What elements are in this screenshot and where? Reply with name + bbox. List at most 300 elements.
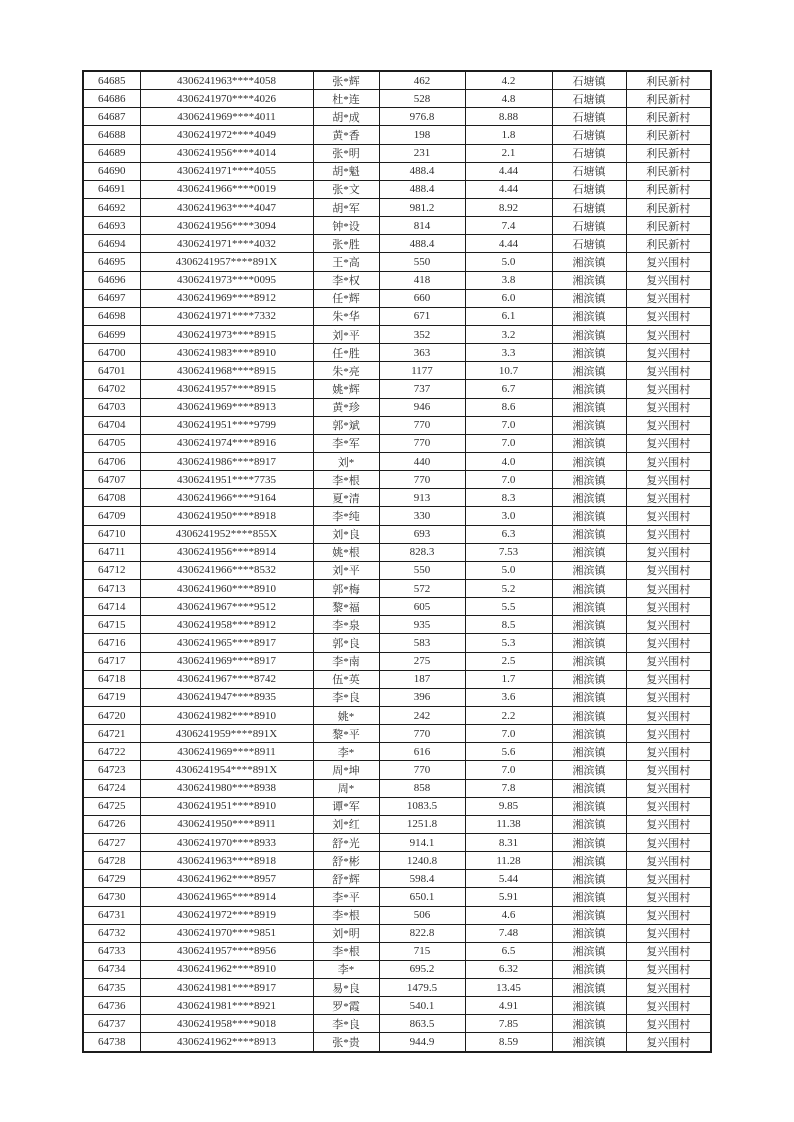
cell-masked-id-number: 4306241969****4011	[140, 108, 313, 126]
cell-serial-number: 64728	[83, 852, 140, 870]
cell-name: 任*胜	[313, 344, 379, 362]
table-row	[83, 598, 711, 616]
cell-town: 湘滨镇	[552, 706, 626, 724]
cell-serial-number: 64719	[83, 688, 140, 706]
cell-town: 湘滨镇	[552, 942, 626, 960]
cell-town: 湘滨镇	[552, 616, 626, 634]
table-row	[83, 670, 711, 688]
cell-secondary-amount: 6.0	[465, 289, 552, 307]
cell-town: 湘滨镇	[552, 289, 626, 307]
cell-masked-id-number: 4306241971****7332	[140, 307, 313, 325]
table-row	[83, 362, 711, 380]
cell-town: 湘滨镇	[552, 489, 626, 507]
cell-serial-number: 64702	[83, 380, 140, 398]
cell-town: 湘滨镇	[552, 997, 626, 1015]
cell-amount: 275	[379, 652, 465, 670]
cell-town: 湘滨镇	[552, 670, 626, 688]
cell-serial-number: 64704	[83, 416, 140, 434]
cell-name: 郭*斌	[313, 416, 379, 434]
cell-village: 利民新村	[626, 162, 711, 180]
table-row	[83, 616, 711, 634]
cell-town: 石塘镇	[552, 199, 626, 217]
table-row	[83, 344, 711, 362]
cell-masked-id-number: 4306241951****9799	[140, 416, 313, 434]
cell-serial-number: 64732	[83, 924, 140, 942]
cell-masked-id-number: 4306241956****4014	[140, 144, 313, 162]
table-row	[83, 380, 711, 398]
table-row	[83, 144, 711, 162]
cell-amount: 488.4	[379, 180, 465, 198]
cell-masked-id-number: 4306241973****0095	[140, 271, 313, 289]
cell-masked-id-number: 4306241969****8917	[140, 652, 313, 670]
cell-serial-number: 64689	[83, 144, 140, 162]
cell-serial-number: 64710	[83, 525, 140, 543]
cell-town: 湘滨镇	[552, 398, 626, 416]
cell-secondary-amount: 6.5	[465, 942, 552, 960]
cell-serial-number: 64721	[83, 725, 140, 743]
cell-serial-number: 64693	[83, 217, 140, 235]
cell-village: 复兴围村	[626, 888, 711, 906]
cell-town: 石塘镇	[552, 180, 626, 198]
cell-amount: 1240.8	[379, 852, 465, 870]
cell-village: 利民新村	[626, 144, 711, 162]
cell-serial-number: 64734	[83, 960, 140, 978]
cell-amount: 616	[379, 743, 465, 761]
table-row	[83, 815, 711, 833]
cell-name: 李*泉	[313, 616, 379, 634]
cell-town: 湘滨镇	[552, 471, 626, 489]
table-row	[83, 507, 711, 525]
cell-amount: 715	[379, 942, 465, 960]
cell-secondary-amount: 6.7	[465, 380, 552, 398]
cell-secondary-amount: 2.5	[465, 652, 552, 670]
table-row	[83, 398, 711, 416]
cell-village: 利民新村	[626, 180, 711, 198]
cell-name: 李*根	[313, 471, 379, 489]
cell-masked-id-number: 4306241959****891X	[140, 725, 313, 743]
cell-serial-number: 64706	[83, 452, 140, 470]
cell-masked-id-number: 4306241963****4058	[140, 71, 313, 90]
cell-amount: 693	[379, 525, 465, 543]
cell-amount: 506	[379, 906, 465, 924]
cell-secondary-amount: 8.59	[465, 1033, 552, 1052]
cell-amount: 550	[379, 561, 465, 579]
cell-town: 石塘镇	[552, 144, 626, 162]
cell-secondary-amount: 8.31	[465, 833, 552, 851]
cell-masked-id-number: 4306241965****8914	[140, 888, 313, 906]
cell-secondary-amount: 7.0	[465, 471, 552, 489]
table-row	[83, 561, 711, 579]
cell-amount: 1083.5	[379, 797, 465, 815]
table-row	[83, 543, 711, 561]
cell-village: 复兴围村	[626, 598, 711, 616]
cell-serial-number: 64714	[83, 598, 140, 616]
cell-serial-number: 64733	[83, 942, 140, 960]
cell-secondary-amount: 11.38	[465, 815, 552, 833]
cell-secondary-amount: 5.0	[465, 561, 552, 579]
cell-secondary-amount: 6.32	[465, 960, 552, 978]
cell-masked-id-number: 4306241958****8912	[140, 616, 313, 634]
cell-masked-id-number: 4306241971****4032	[140, 235, 313, 253]
cell-village: 复兴围村	[626, 616, 711, 634]
cell-name: 伍*英	[313, 670, 379, 688]
cell-secondary-amount: 5.2	[465, 579, 552, 597]
cell-town: 湘滨镇	[552, 924, 626, 942]
cell-masked-id-number: 4306241966****9164	[140, 489, 313, 507]
cell-serial-number: 64686	[83, 90, 140, 108]
cell-secondary-amount: 13.45	[465, 979, 552, 997]
table-row	[83, 1033, 711, 1052]
cell-name: 姚*	[313, 706, 379, 724]
cell-village: 复兴围村	[626, 380, 711, 398]
cell-masked-id-number: 4306241972****4049	[140, 126, 313, 144]
cell-secondary-amount: 3.8	[465, 271, 552, 289]
cell-masked-id-number: 4306241966****0019	[140, 180, 313, 198]
cell-serial-number: 64701	[83, 362, 140, 380]
cell-amount: 828.3	[379, 543, 465, 561]
cell-town: 湘滨镇	[552, 779, 626, 797]
cell-amount: 1251.8	[379, 815, 465, 833]
cell-serial-number: 64694	[83, 235, 140, 253]
cell-secondary-amount: 6.3	[465, 525, 552, 543]
cell-name: 朱*亮	[313, 362, 379, 380]
cell-serial-number: 64720	[83, 706, 140, 724]
data-table-body	[83, 71, 711, 1052]
cell-secondary-amount: 7.0	[465, 416, 552, 434]
cell-name: 黎*福	[313, 598, 379, 616]
cell-masked-id-number: 4306241970****4026	[140, 90, 313, 108]
cell-secondary-amount: 7.0	[465, 725, 552, 743]
cell-village: 复兴围村	[626, 779, 711, 797]
cell-town: 湘滨镇	[552, 1033, 626, 1052]
cell-amount: 231	[379, 144, 465, 162]
cell-masked-id-number: 4306241981****8917	[140, 979, 313, 997]
cell-town: 石塘镇	[552, 162, 626, 180]
cell-amount: 976.8	[379, 108, 465, 126]
cell-village: 利民新村	[626, 126, 711, 144]
cell-masked-id-number: 4306241954****891X	[140, 761, 313, 779]
cell-masked-id-number: 4306241980****8938	[140, 779, 313, 797]
cell-town: 湘滨镇	[552, 307, 626, 325]
cell-serial-number: 64730	[83, 888, 140, 906]
cell-name: 黄*珍	[313, 398, 379, 416]
cell-name: 张*贵	[313, 1033, 379, 1052]
cell-village: 复兴围村	[626, 652, 711, 670]
cell-name: 李*军	[313, 434, 379, 452]
cell-village: 复兴围村	[626, 362, 711, 380]
cell-secondary-amount: 5.44	[465, 870, 552, 888]
cell-name: 胡*成	[313, 108, 379, 126]
cell-name: 朱*华	[313, 307, 379, 325]
cell-village: 复兴围村	[626, 725, 711, 743]
cell-village: 复兴围村	[626, 706, 711, 724]
cell-serial-number: 64708	[83, 489, 140, 507]
cell-masked-id-number: 4306241965****8917	[140, 634, 313, 652]
cell-secondary-amount: 3.3	[465, 344, 552, 362]
cell-town: 湘滨镇	[552, 253, 626, 271]
cell-serial-number: 64691	[83, 180, 140, 198]
cell-name: 张*胜	[313, 235, 379, 253]
cell-secondary-amount: 7.48	[465, 924, 552, 942]
cell-village: 复兴围村	[626, 525, 711, 543]
cell-village: 复兴围村	[626, 434, 711, 452]
cell-masked-id-number: 4306241957****8956	[140, 942, 313, 960]
cell-village: 复兴围村	[626, 997, 711, 1015]
table-row	[83, 906, 711, 924]
table-row	[83, 924, 711, 942]
cell-town: 湘滨镇	[552, 416, 626, 434]
cell-amount: 814	[379, 217, 465, 235]
cell-town: 石塘镇	[552, 235, 626, 253]
cell-masked-id-number: 4306241963****8918	[140, 852, 313, 870]
table-row	[83, 326, 711, 344]
cell-serial-number: 64688	[83, 126, 140, 144]
table-row	[83, 271, 711, 289]
cell-secondary-amount: 10.7	[465, 362, 552, 380]
cell-masked-id-number: 4306241969****8913	[140, 398, 313, 416]
cell-village: 复兴围村	[626, 870, 711, 888]
cell-masked-id-number: 4306241967****8742	[140, 670, 313, 688]
cell-name: 周*坤	[313, 761, 379, 779]
cell-amount: 913	[379, 489, 465, 507]
cell-town: 湘滨镇	[552, 761, 626, 779]
cell-serial-number: 64690	[83, 162, 140, 180]
cell-masked-id-number: 4306241969****8912	[140, 289, 313, 307]
cell-amount: 488.4	[379, 235, 465, 253]
cell-secondary-amount: 4.2	[465, 71, 552, 90]
cell-secondary-amount: 5.5	[465, 598, 552, 616]
cell-serial-number: 64712	[83, 561, 140, 579]
cell-amount: 770	[379, 416, 465, 434]
cell-masked-id-number: 4306241962****8957	[140, 870, 313, 888]
cell-secondary-amount: 7.0	[465, 761, 552, 779]
table-row	[83, 180, 711, 198]
cell-town: 湘滨镇	[552, 743, 626, 761]
cell-serial-number: 64695	[83, 253, 140, 271]
cell-town: 石塘镇	[552, 217, 626, 235]
cell-serial-number: 64717	[83, 652, 140, 670]
table-row	[83, 471, 711, 489]
cell-secondary-amount: 4.8	[465, 90, 552, 108]
cell-secondary-amount: 4.6	[465, 906, 552, 924]
cell-village: 复兴围村	[626, 471, 711, 489]
cell-secondary-amount: 11.28	[465, 852, 552, 870]
cell-name: 刘*明	[313, 924, 379, 942]
cell-serial-number: 64703	[83, 398, 140, 416]
table-row	[83, 289, 711, 307]
cell-town: 湘滨镇	[552, 507, 626, 525]
table-row	[83, 833, 711, 851]
cell-secondary-amount: 2.2	[465, 706, 552, 724]
cell-name: 李*	[313, 960, 379, 978]
cell-secondary-amount: 5.0	[465, 253, 552, 271]
cell-name: 舒*彬	[313, 852, 379, 870]
cell-amount: 550	[379, 253, 465, 271]
cell-amount: 935	[379, 616, 465, 634]
cell-serial-number: 64736	[83, 997, 140, 1015]
cell-amount: 540.1	[379, 997, 465, 1015]
table-row	[83, 307, 711, 325]
table-row	[83, 979, 711, 997]
cell-amount: 1177	[379, 362, 465, 380]
table-row	[83, 199, 711, 217]
cell-masked-id-number: 4306241982****8910	[140, 706, 313, 724]
cell-name: 易*良	[313, 979, 379, 997]
cell-village: 复兴围村	[626, 1015, 711, 1033]
cell-village: 复兴围村	[626, 743, 711, 761]
cell-village: 复兴围村	[626, 416, 711, 434]
cell-serial-number: 64737	[83, 1015, 140, 1033]
cell-amount: 770	[379, 434, 465, 452]
cell-masked-id-number: 4306241950****8911	[140, 815, 313, 833]
table-row	[83, 743, 711, 761]
cell-town: 石塘镇	[552, 71, 626, 90]
cell-amount: 822.8	[379, 924, 465, 942]
cell-village: 复兴围村	[626, 979, 711, 997]
cell-name: 舒*光	[313, 833, 379, 851]
cell-amount: 242	[379, 706, 465, 724]
cell-name: 姚*辉	[313, 380, 379, 398]
table-row	[83, 525, 711, 543]
cell-village: 复兴围村	[626, 670, 711, 688]
data-table	[82, 70, 712, 1053]
cell-town: 湘滨镇	[552, 797, 626, 815]
cell-town: 湘滨镇	[552, 852, 626, 870]
cell-name: 黎*平	[313, 725, 379, 743]
table-row	[83, 761, 711, 779]
cell-secondary-amount: 4.44	[465, 235, 552, 253]
cell-town: 湘滨镇	[552, 271, 626, 289]
cell-secondary-amount: 7.8	[465, 779, 552, 797]
cell-town: 湘滨镇	[552, 979, 626, 997]
cell-serial-number: 64699	[83, 326, 140, 344]
cell-name: 刘*平	[313, 561, 379, 579]
cell-name: 罗*霞	[313, 997, 379, 1015]
cell-amount: 583	[379, 634, 465, 652]
cell-village: 复兴围村	[626, 289, 711, 307]
cell-serial-number: 64685	[83, 71, 140, 90]
cell-name: 舒*辉	[313, 870, 379, 888]
cell-secondary-amount: 5.6	[465, 743, 552, 761]
cell-masked-id-number: 4306241970****9851	[140, 924, 313, 942]
cell-name: 李*纯	[313, 507, 379, 525]
cell-amount: 363	[379, 344, 465, 362]
cell-town: 湘滨镇	[552, 960, 626, 978]
cell-amount: 944.9	[379, 1033, 465, 1052]
cell-secondary-amount: 5.3	[465, 634, 552, 652]
cell-name: 刘*平	[313, 326, 379, 344]
cell-village: 复兴围村	[626, 797, 711, 815]
cell-village: 利民新村	[626, 235, 711, 253]
table-row	[83, 960, 711, 978]
cell-serial-number: 64713	[83, 579, 140, 597]
table-row	[83, 942, 711, 960]
cell-masked-id-number: 4306241956****3094	[140, 217, 313, 235]
cell-secondary-amount: 8.88	[465, 108, 552, 126]
cell-village: 复兴围村	[626, 253, 711, 271]
cell-secondary-amount: 1.8	[465, 126, 552, 144]
table-row	[83, 434, 711, 452]
cell-secondary-amount: 9.85	[465, 797, 552, 815]
table-row	[83, 634, 711, 652]
cell-serial-number: 64727	[83, 833, 140, 851]
cell-town: 湘滨镇	[552, 380, 626, 398]
table-row	[83, 652, 711, 670]
cell-masked-id-number: 4306241983****8910	[140, 344, 313, 362]
cell-name: 李*平	[313, 888, 379, 906]
cell-amount: 330	[379, 507, 465, 525]
cell-secondary-amount: 5.91	[465, 888, 552, 906]
cell-village: 复兴围村	[626, 398, 711, 416]
cell-name: 刘*红	[313, 815, 379, 833]
cell-masked-id-number: 4306241947****8935	[140, 688, 313, 706]
table-row	[83, 1015, 711, 1033]
cell-serial-number: 64700	[83, 344, 140, 362]
cell-town: 湘滨镇	[552, 652, 626, 670]
cell-serial-number: 64687	[83, 108, 140, 126]
cell-serial-number: 64709	[83, 507, 140, 525]
cell-name: 李*良	[313, 688, 379, 706]
cell-village: 复兴围村	[626, 489, 711, 507]
table-row	[83, 90, 711, 108]
cell-town: 石塘镇	[552, 90, 626, 108]
table-row	[83, 126, 711, 144]
cell-amount: 695.2	[379, 960, 465, 978]
cell-secondary-amount: 4.0	[465, 452, 552, 470]
cell-masked-id-number: 4306241957****891X	[140, 253, 313, 271]
cell-name: 钟*设	[313, 217, 379, 235]
table-row	[83, 888, 711, 906]
cell-village: 复兴围村	[626, 906, 711, 924]
cell-village: 复兴围村	[626, 307, 711, 325]
cell-masked-id-number: 4306241967****9512	[140, 598, 313, 616]
cell-village: 复兴围村	[626, 271, 711, 289]
cell-masked-id-number: 4306241962****8910	[140, 960, 313, 978]
table-row	[83, 579, 711, 597]
cell-serial-number: 64698	[83, 307, 140, 325]
cell-name: 谭*军	[313, 797, 379, 815]
cell-serial-number: 64735	[83, 979, 140, 997]
cell-village: 复兴围村	[626, 960, 711, 978]
cell-town: 石塘镇	[552, 126, 626, 144]
table-row	[83, 452, 711, 470]
cell-town: 石塘镇	[552, 108, 626, 126]
cell-village: 复兴围村	[626, 815, 711, 833]
cell-serial-number: 64722	[83, 743, 140, 761]
cell-secondary-amount: 7.53	[465, 543, 552, 561]
table-row	[83, 870, 711, 888]
cell-name: 王*高	[313, 253, 379, 271]
cell-serial-number: 64718	[83, 670, 140, 688]
cell-name: 李*	[313, 743, 379, 761]
cell-masked-id-number: 4306241972****8919	[140, 906, 313, 924]
cell-name: 李*权	[313, 271, 379, 289]
cell-serial-number: 64692	[83, 199, 140, 217]
cell-name: 胡*军	[313, 199, 379, 217]
cell-name: 李*根	[313, 942, 379, 960]
cell-masked-id-number: 4306241981****8921	[140, 997, 313, 1015]
cell-name: 张*明	[313, 144, 379, 162]
cell-masked-id-number: 4306241986****8917	[140, 452, 313, 470]
cell-village: 利民新村	[626, 90, 711, 108]
cell-amount: 440	[379, 452, 465, 470]
cell-town: 湘滨镇	[552, 525, 626, 543]
cell-serial-number: 64697	[83, 289, 140, 307]
cell-village: 复兴围村	[626, 579, 711, 597]
cell-secondary-amount: 8.6	[465, 398, 552, 416]
cell-village: 复兴围村	[626, 561, 711, 579]
cell-masked-id-number: 4306241963****4047	[140, 199, 313, 217]
